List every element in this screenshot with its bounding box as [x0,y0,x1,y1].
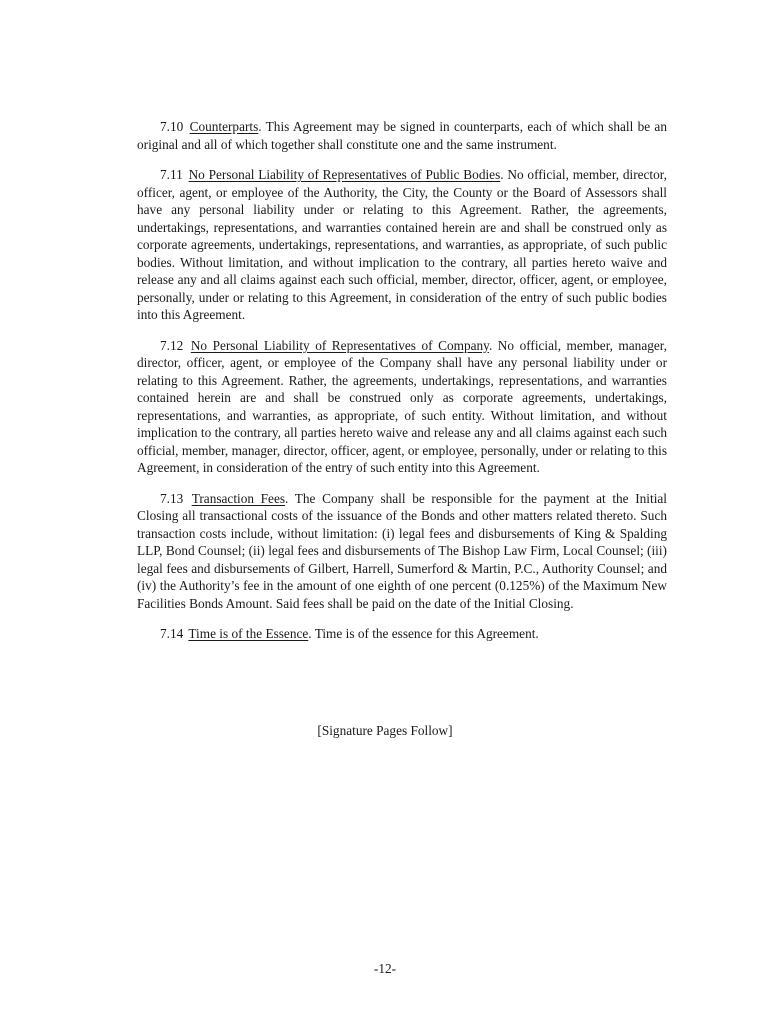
section-heading: No Personal Liability of Representatives of Company [190,337,489,353]
section-number: 7.14 [160,626,184,641]
section-body: No official, member, director, officer, agent, or employee of the Authority, the City, the County or the Board of Assessors shall have any personal liability under or relating to this Agreement. Rather, the agreements, undertakings, representations, and warranties contained herein are and shall be construed only as corporate agreements, undertakings, representations, and warranties, as appropriate, of such public bodies. Without limitation, and without implication to the contrary, all parties hereto waive and release any and all claims against each such official, member, director, officer, agent, or employee, personally, under or relating to this Agreement, in consideration of the entry of such public bodies into this Agreement. [137,167,667,322]
section-number: 7.13 [160,490,184,506]
section-body: Time is of the essence for this Agreement. [314,626,539,641]
section-heading: Transaction Fees [191,490,286,506]
section-7-12: 7.12 No Personal Liability of Representatives of Company. No official, member, manager, director, officer, agent, or employee of the Company shall have any personal liability under or relating to this Agreement. Rather, the agreements, undertakings, representations, and warranties contained herein are and shall be construed only as corporate agreements, undertakings, representations, and warranties, as appropriate, of such entity. Without limitation, and without implication to the contrary, all parties hereto waive and release any and all claims against each such official, member, manager, director, officer, agent, or employee, personally, under or relating to this Agreement, in consideration of the entry of such entity into this Agreement. [137,337,668,475]
document-body [137,118,667,656]
section-body: No official, member, manager, director, officer, agent, or employee of the Company shall have any personal liability under or relating to this Agreement. Rather, the agreements, undertakings, representations, and warranties contained herein are and shall be construed only as corporate agreements, undertakings, representations, and warranties, as appropriate, of such entity. Without limitation, and without implication to the contrary, all parties hereto waive and release any and all claims against each such official, member, manager, director, officer, agent, or employee, personally, under or relating to this Agreement, in consideration of the entry of such entity into this Agreement. [137,337,668,475]
section-number: 7.10 [160,119,184,134]
section-heading: Counterparts [189,119,259,134]
section-heading: No Personal Liability of Representatives of Public Bodies [188,167,501,182]
section-heading: Time is of the Essence [188,626,309,641]
signature-pages-note: [Signature Pages Follow] [317,723,453,738]
section-7-10: 7.10 Counterparts. This Agreement may be signed in counterparts, each of which shall be an original and all of which together shall constitute one and the same instrument. [137,119,667,152]
section-7-13: 7.13 Transaction Fees. The Company shall be responsible for the payment at the Initial Closing all transactional costs of the issuance of the Bonds and other matters related thereto. Such transaction costs include, without limitation: (i) legal fees and disbursements of King & Spalding LLP, Bond Counsel; (ii) legal fees and disbursements of The Bishop Law Firm, Local Counsel; (iii) legal fees and disbursements of Gilbert, Harrell, Sumerford & Martin, P.C., Authority Counsel; and (iv) the Authority’s fee in the amount of one eighth of one percent (0.125%) of the Maximum New Facilities Bonds Amount. Said fees shall be paid on the date of the Initial Closing. [137,490,667,611]
section-7-14: 7.14 Time is of the Essence. Time is of the essence for this Agreement. [160,626,539,641]
section-7-11: 7.11 No Personal Liability of Representatives of Public Bodies. No official, member, director, officer, agent, or employee of the Authority, the City, the County or the Board of Assessors shall have any personal liability under or relating to this Agreement. Rather, the agreements, undertakings, representations, and warranties contained herein are and shall be construed only as corporate agreements, undertakings, representations, and warranties, as appropriate, of such public bodies. Without limitation, and without implication to the contrary, all parties hereto waive and release any and all claims against each such official, member, director, officer, agent, or employee, personally, under or relating to this Agreement, in consideration of the entry of such public bodies into this Agreement. [137,167,667,322]
section-body: This Agreement may be signed in counterparts, each of which shall be an original and all of which together shall constitute one and the same instrument. [137,119,667,152]
page-number: -12- [373,961,397,976]
section-body: The Company shall be responsible for the payment at the Initial Closing all transactional costs of the issuance of the Bonds and other matters related thereto. Such transaction costs include, without limitation: (i) legal fees and disbursements of King & Spalding LLP, Bond Counsel; (ii) legal fees and disbursements of The Bishop Law Firm, Local Counsel; (iii) legal fees and disbursements of Gilbert, Harrell, Sumerford & Martin, P.C., Authority Counsel; and (iv) the Authority’s fee in the amount of one eighth of one percent (0.125%) of the Maximum New Facilities Bonds Amount. Said fees shall be paid on the date of the Initial Closing. [137,490,667,611]
section-number: 7.11 [160,167,183,182]
section-number: 7.12 [160,337,184,353]
